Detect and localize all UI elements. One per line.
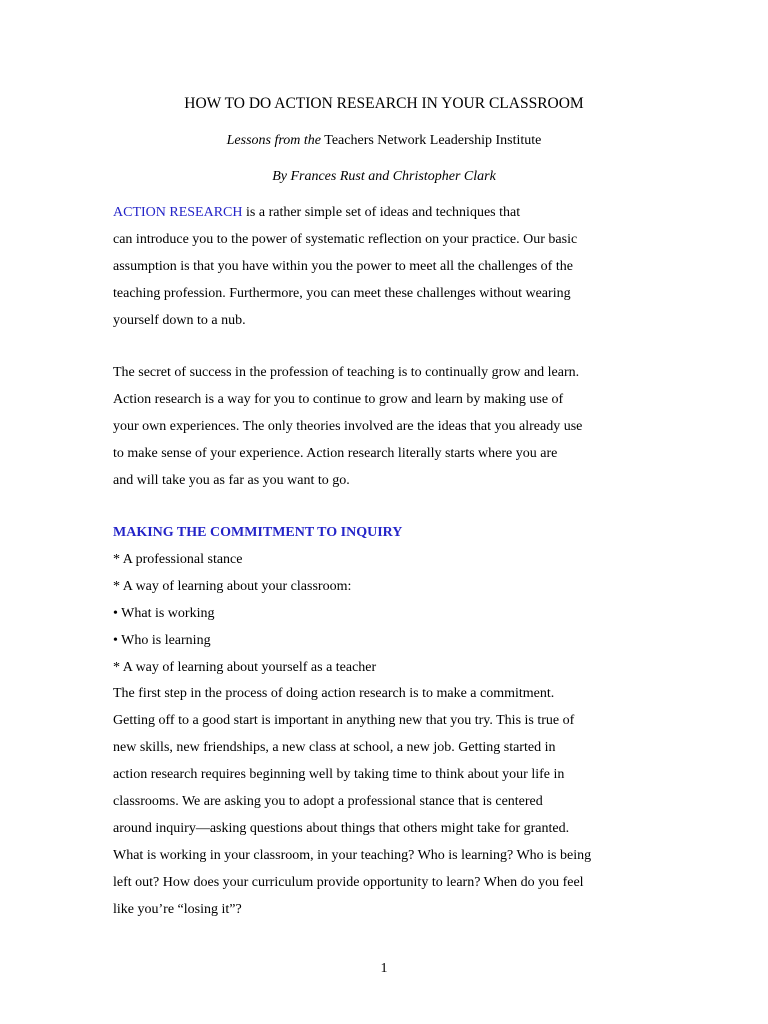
page-number: 1	[380, 961, 388, 976]
para3-line: What is working in your classroom, in your teaching? Who is learning? Who is being	[113, 848, 592, 863]
para2-line: Action research is a way for you to continue to grow and learn by making use of	[113, 392, 564, 407]
intro-line-1-rest: is a rather simple set of ideas and techniques that	[242, 205, 521, 220]
intro-line-3: assumption is that you have within you the power to meet all the challenges of the	[113, 259, 573, 274]
para3-line: like you’re “losing it”?	[113, 902, 242, 917]
para3-line: action research requires beginning well by taking time to think about your life in	[113, 767, 565, 782]
list-item: * A way of learning about yourself as a teacher	[113, 660, 377, 675]
para2-line: The secret of success in the profession of teaching is to continually grow and learn.	[113, 365, 580, 380]
intro-line-4: teaching profession. Furthermore, you can meet these challenges without wearing	[113, 286, 571, 301]
intro-line-1	[113, 204, 520, 222]
document-subtitle	[0, 132, 768, 150]
para3-line: left out? How does your curriculum provide opportunity to learn? When do you feel	[113, 875, 584, 890]
intro-line-2: can introduce you to the power of systematic reflection on your practice. Our basic	[113, 232, 578, 247]
list-item: • What is working	[113, 606, 215, 621]
para2-line: your own experiences. The only theories involved are the ideas that you already use	[113, 419, 583, 434]
para2-line: to make sense of your experience. Action research literally starts where you are	[113, 446, 558, 461]
para3-line: The first step in the process of doing action research is to make a commitment.	[113, 686, 555, 701]
document-byline: By Frances Rust and Christopher Clark	[272, 169, 496, 184]
intro-line-5: yourself down to a nub.	[113, 313, 246, 328]
para3-line: classrooms. We are asking you to adopt a professional stance that is centered	[113, 794, 543, 809]
para3-line: new skills, new friendships, a new class at school, a new job. Getting started in	[113, 740, 556, 755]
list-item: • Who is learning	[113, 633, 211, 648]
para3-line: Getting off to a good start is important in anything new that you try. This is true of	[113, 713, 575, 728]
para2-line: and will take you as far as you want to go.	[113, 473, 350, 488]
document-title: HOW TO DO ACTION RESEARCH IN YOUR CLASSROOM	[184, 95, 584, 112]
list-item: * A way of learning about your classroom:	[113, 579, 352, 594]
subtitle-rest: Teachers Network Leadership Institute	[321, 133, 542, 148]
intro-lead-term: ACTION RESEARCH	[113, 205, 243, 220]
section-heading: MAKING THE COMMITMENT TO INQUIRY	[113, 525, 403, 540]
subtitle-italic: Lessons from the	[226, 133, 322, 148]
list-item: * A professional stance	[113, 552, 243, 567]
para3-line: around inquiry—asking questions about things that others might take for granted.	[113, 821, 570, 836]
